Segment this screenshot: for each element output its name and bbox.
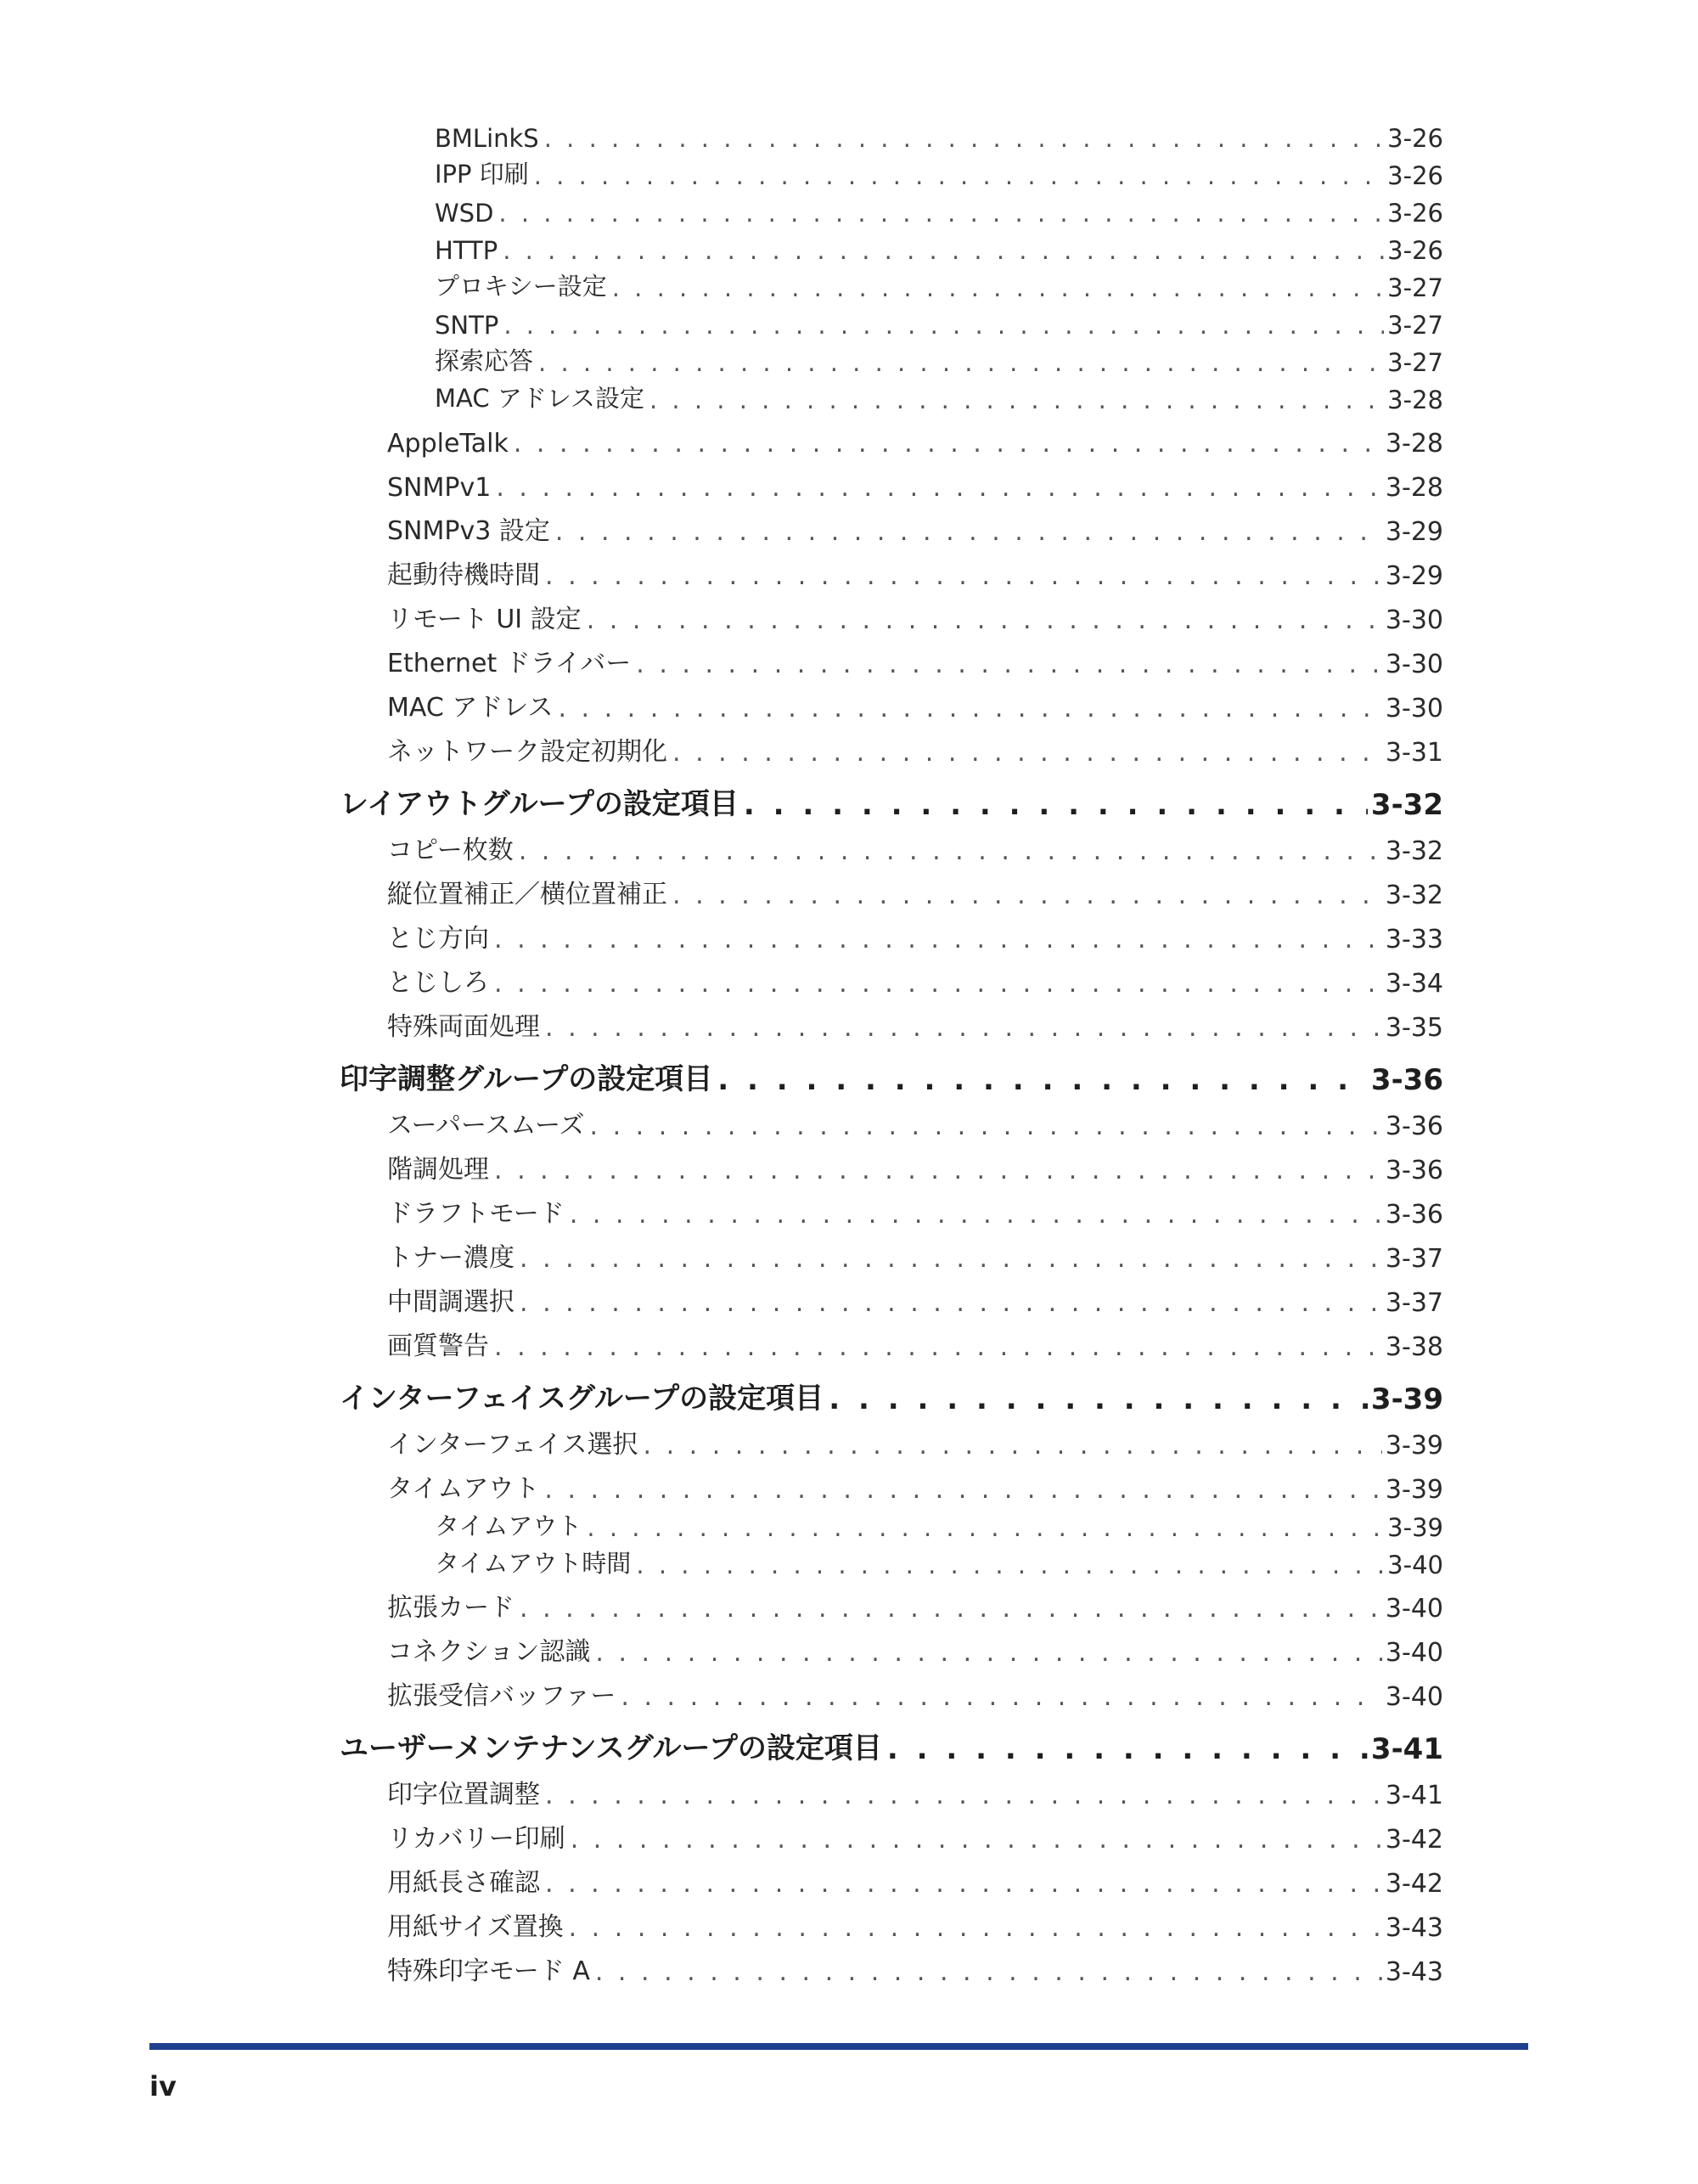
toc-entry[interactable]	[340, 723, 1443, 768]
toc-entry-label: 拡張カード	[387, 1593, 514, 1623]
toc-entry-label: 印字位置調整	[387, 1780, 540, 1810]
toc-entry[interactable]	[340, 866, 1443, 910]
toc-entry-page: 3-28	[1385, 473, 1443, 503]
toc-entry-page: 3-43	[1385, 1957, 1443, 1987]
dot-leader	[496, 473, 1382, 503]
toc-entry[interactable]	[340, 414, 1443, 459]
dot-leader	[494, 1156, 1382, 1185]
toc-entry-page: 3-31	[1385, 738, 1443, 768]
toc-entry[interactable]	[340, 153, 1443, 190]
toc-entry-label: コピー枚数	[387, 836, 514, 865]
dot-leader	[612, 273, 1384, 302]
toc-entry-page: 3-28	[1385, 429, 1443, 459]
toc-entry-label: タイムアウト	[435, 1511, 582, 1540]
toc-entry[interactable]	[340, 910, 1443, 954]
toc-entry-label: リカバリー印刷	[387, 1824, 565, 1854]
dot-leader	[544, 124, 1384, 153]
dot-leader	[555, 517, 1382, 547]
toc-entry-label: インターフェイスグループの設定項目	[340, 1382, 824, 1416]
footer-rule	[149, 2043, 1528, 2050]
dot-leader	[644, 1431, 1382, 1461]
toc-entry-page: 3-38	[1385, 1332, 1443, 1362]
toc-entry[interactable]	[340, 679, 1443, 723]
dot-leader	[570, 1200, 1382, 1230]
toc-entry-label: コネクション認識	[387, 1637, 591, 1667]
toc-entry-page: 3-30	[1385, 694, 1443, 723]
toc-entry-page: 3-27	[1387, 348, 1443, 377]
dot-leader	[672, 881, 1382, 910]
dot-leader	[545, 1781, 1382, 1810]
dot-leader	[571, 1825, 1382, 1855]
dot-leader	[545, 1013, 1382, 1043]
dot-leader	[672, 738, 1382, 768]
toc-entry[interactable]	[340, 635, 1443, 679]
dot-leader	[503, 311, 1384, 340]
toc-entry-label: SNMPv3 設定	[387, 516, 550, 546]
toc-entry[interactable]	[340, 591, 1443, 635]
toc-entry-label: Ethernet ドライバー	[387, 649, 632, 678]
dot-leader	[717, 1063, 1368, 1097]
dot-leader	[519, 836, 1382, 866]
dot-leader	[829, 1382, 1368, 1416]
toc-entry[interactable]	[340, 1274, 1443, 1318]
toc-entry[interactable]	[340, 340, 1443, 377]
toc-entry-label: 画質警告	[387, 1331, 489, 1361]
toc-entry-page: 3-27	[1387, 311, 1443, 340]
toc-entry[interactable]	[340, 115, 1443, 153]
toc-entry-label: MAC アドレス設定	[435, 384, 644, 413]
toc-entry[interactable]	[340, 503, 1443, 547]
dot-leader	[595, 1638, 1382, 1668]
toc-entry-page: 3-34	[1385, 969, 1443, 999]
toc-entry-page: 3-36	[1385, 1112, 1443, 1141]
dot-leader	[587, 605, 1382, 635]
toc-entry-label: ユーザーメンテナンスグループの設定項目	[340, 1731, 882, 1765]
toc-entry[interactable]	[340, 459, 1443, 503]
toc-entry[interactable]	[340, 822, 1443, 866]
toc-entry-label: 起動待機時間	[387, 560, 540, 590]
toc-entry-label: リモート UI 設定	[387, 605, 582, 634]
toc-entry-label: 縦位置補正／横位置補正	[387, 880, 667, 909]
toc-entry[interactable]	[340, 1810, 1443, 1855]
dot-leader	[621, 1682, 1382, 1712]
toc-entry[interactable]	[340, 1505, 1443, 1542]
toc-entry-page: 3-41	[1385, 1781, 1443, 1810]
dot-leader	[494, 925, 1382, 954]
toc-entry-page: 3-40	[1385, 1594, 1443, 1624]
toc-entry-page: 3-26	[1387, 161, 1443, 190]
toc-entry-label: スーパースムーズ	[387, 1111, 585, 1140]
toc-entry-page: 3-32	[1385, 836, 1443, 866]
toc-entry-page: 3-41	[1370, 1732, 1443, 1766]
toc-entry[interactable]	[340, 1097, 1443, 1141]
dot-leader	[494, 1332, 1382, 1362]
page-number: iv	[149, 2070, 177, 2102]
toc-entry[interactable]	[340, 1899, 1443, 1943]
toc-entry[interactable]	[340, 302, 1443, 340]
toc-entry-page: 3-39	[1387, 1513, 1443, 1542]
dot-leader	[590, 1112, 1382, 1141]
toc-entry-label: トナー濃度	[387, 1243, 514, 1273]
toc-entry-label: BMLinkS	[435, 124, 539, 153]
toc-entry-page: 3-36	[1385, 1156, 1443, 1185]
toc-section-heading[interactable]	[340, 776, 1443, 822]
toc-entry-label: WSD	[435, 199, 494, 228]
toc-entry-page: 3-28	[1387, 386, 1443, 414]
toc-entry-label: 階調処理	[387, 1155, 489, 1185]
toc-entry[interactable]	[340, 547, 1443, 591]
toc-entry[interactable]	[340, 1579, 1443, 1624]
toc-entry-label: SNMPv1	[387, 473, 492, 503]
toc-entry[interactable]	[340, 954, 1443, 999]
toc-entry[interactable]	[340, 1668, 1443, 1712]
toc-entry-label: 印字調整グループの設定項目	[340, 1062, 713, 1096]
toc-entry[interactable]	[340, 1766, 1443, 1810]
dot-leader	[558, 694, 1381, 723]
dot-leader	[498, 199, 1384, 228]
toc-entry-page: 3-26	[1387, 124, 1443, 153]
dot-leader	[494, 969, 1382, 999]
toc-entry-page: 3-37	[1385, 1288, 1443, 1318]
dot-leader	[545, 561, 1382, 591]
toc-entry[interactable]	[340, 1542, 1443, 1579]
dot-leader	[649, 386, 1384, 414]
toc-entry-label: とじしろ	[387, 968, 489, 998]
toc-entry-label: SNTP	[435, 311, 499, 340]
toc-entry[interactable]	[340, 1318, 1443, 1362]
toc-entry[interactable]	[340, 1141, 1443, 1185]
toc-entry-page: 3-36	[1370, 1063, 1443, 1097]
toc-entry-label: 用紙サイズ置換	[387, 1912, 564, 1942]
dot-leader	[744, 788, 1368, 822]
toc-entry[interactable]	[340, 1855, 1443, 1899]
dot-leader	[887, 1732, 1368, 1766]
toc-entry-label: 拡張受信バッファー	[387, 1681, 616, 1711]
toc-entry-label: タイムアウト時間	[435, 1549, 632, 1578]
toc-entry-page: 3-40	[1385, 1682, 1443, 1712]
toc-entry-page: 3-32	[1370, 788, 1443, 822]
toc-entry-label: インターフェイス選択	[387, 1430, 638, 1460]
toc-entry[interactable]	[340, 190, 1443, 228]
toc-entry-label: 特殊両面処理	[387, 1012, 540, 1042]
dot-leader	[636, 650, 1382, 679]
toc-entry-page: 3-32	[1385, 881, 1443, 910]
toc-entry-page: 3-43	[1385, 1913, 1443, 1943]
toc-entry-label: IPP 印刷	[435, 160, 529, 189]
dot-leader	[587, 1513, 1384, 1542]
dot-leader	[569, 1913, 1382, 1943]
dot-leader	[520, 1594, 1382, 1624]
toc-entry-page: 3-29	[1385, 517, 1443, 547]
toc-entry[interactable]	[340, 999, 1443, 1043]
toc-entry[interactable]	[340, 1185, 1443, 1230]
toc-entry[interactable]	[340, 1624, 1443, 1668]
toc-entry-label: AppleTalk	[387, 429, 509, 459]
toc-entry-page: 3-36	[1385, 1200, 1443, 1230]
toc-entry-label: ドラフトモード	[387, 1199, 565, 1229]
toc-entry[interactable]	[340, 1416, 1443, 1461]
dot-leader	[534, 161, 1384, 190]
dot-leader	[545, 1869, 1382, 1899]
toc-entry-page: 3-39	[1370, 1382, 1443, 1416]
toc-entry[interactable]	[340, 228, 1443, 265]
toc-entry-page: 3-33	[1385, 925, 1443, 954]
toc-entry[interactable]	[340, 1230, 1443, 1274]
toc-entry-label: タイムアウト	[387, 1474, 540, 1504]
toc-entry[interactable]	[340, 377, 1443, 414]
dot-leader	[538, 348, 1384, 377]
toc-entry-page: 3-37	[1385, 1244, 1443, 1274]
toc-entry-label: 探索応答	[435, 346, 534, 375]
toc-entry-page: 3-39	[1385, 1431, 1443, 1461]
toc-entry-label: 中間調選択	[387, 1287, 514, 1317]
toc-section-heading[interactable]	[340, 1051, 1443, 1097]
toc-entry-label: MAC アドレス	[387, 693, 554, 723]
toc-entry-page: 3-27	[1387, 273, 1443, 302]
dot-leader	[595, 1957, 1382, 1987]
toc-entry-page: 3-40	[1385, 1638, 1443, 1668]
toc-entry[interactable]	[340, 265, 1443, 302]
toc-entry-page: 3-42	[1385, 1869, 1443, 1899]
dot-leader	[503, 236, 1384, 265]
toc-entry-page: 3-42	[1385, 1825, 1443, 1855]
dot-leader	[520, 1244, 1382, 1274]
toc-entry-page: 3-30	[1385, 650, 1443, 679]
toc-entry-page: 3-26	[1387, 199, 1443, 228]
toc-section-heading[interactable]	[340, 1371, 1443, 1416]
toc-entry[interactable]	[340, 1461, 1443, 1505]
dot-leader	[544, 1475, 1382, 1505]
dot-leader	[636, 1551, 1384, 1579]
toc-entry-label: HTTP	[435, 236, 498, 265]
toc-section-heading[interactable]	[340, 1720, 1443, 1766]
toc-entry-page: 3-39	[1385, 1475, 1443, 1505]
toc-entry-label: ネットワーク設定初期化	[387, 737, 667, 767]
dot-leader	[514, 429, 1382, 459]
toc-entry-page: 3-29	[1385, 561, 1443, 591]
toc-entry-page: 3-40	[1387, 1551, 1443, 1579]
dot-leader	[520, 1288, 1382, 1318]
toc-entry-page: 3-26	[1387, 236, 1443, 265]
toc-entry-page: 3-35	[1385, 1013, 1443, 1043]
toc-entry-label: とじ方向	[387, 924, 489, 954]
table-of-contents	[340, 115, 1443, 1987]
toc-entry[interactable]	[340, 1943, 1443, 1987]
toc-entry-label: プロキシー設定	[435, 272, 607, 301]
toc-entry-label: レイアウトグループの設定項目	[340, 787, 739, 821]
toc-entry-label: 用紙長さ確認	[387, 1868, 540, 1898]
toc-entry-label: 特殊印字モード A	[387, 1956, 590, 1986]
toc-entry-page: 3-30	[1385, 605, 1443, 635]
